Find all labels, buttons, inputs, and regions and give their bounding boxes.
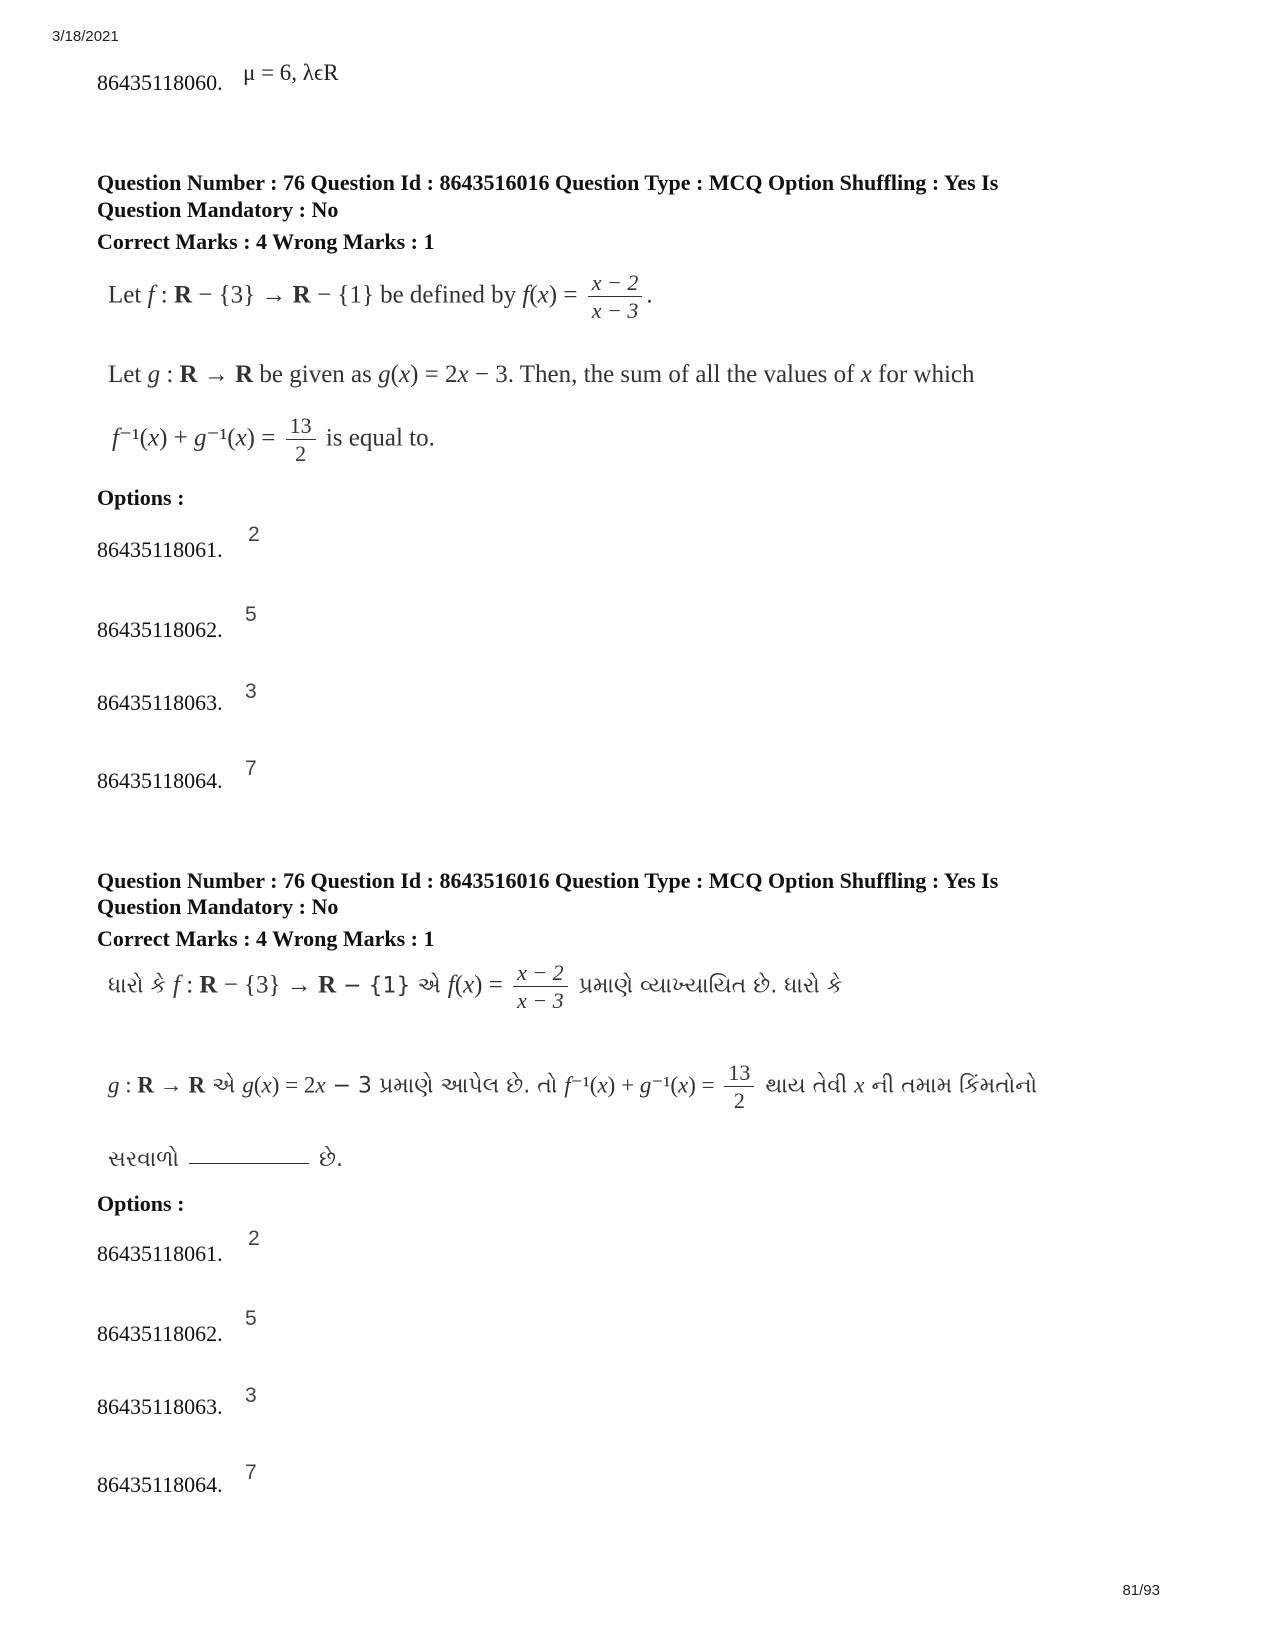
prev-option-value: μ = 6, λϵR: [243, 60, 339, 85]
question-meta-line1: Question Number : 76 Question Id : 8643516016 Question Type : MCQ Option Shuffling : Yes Is: [97, 170, 999, 195]
fraction: $\frac{13}{2}$: [286, 415, 316, 465]
option-value: 2: [248, 523, 260, 546]
question-meta-line2: Question Mandatory : No: [97, 894, 339, 919]
option-value: 5: [245, 1307, 257, 1330]
question-stem-line1: Let f : R − {3} → R − {1} be defined by f(x) = $\frac{x - 2}{x - 3}$ .: [108, 270, 653, 323]
option-number: 86435118064.: [97, 1472, 223, 1497]
question-stem-line3: f⁻¹(x) + g⁻¹(x) = $\frac{13}{2}$ is equal to.: [112, 413, 435, 466]
question-stem-line3: સરવાળો છે.: [108, 1147, 343, 1172]
question-stem-line1: ધારો કે f : R − {3} → R − {1} એ f(x) = $\frac{x - 2}{x - 3}$ પ્રમાણે વ્યાખ્યાયિત છે. ધારો કે: [108, 960, 843, 1013]
answer-blank: [189, 1163, 309, 1164]
question-marks: Correct Marks : 4 Wrong Marks : 1: [97, 229, 435, 254]
page-number: 81/93: [1122, 1582, 1160, 1599]
option-value: 2: [248, 1227, 260, 1250]
question-stem-line2: g : R → R એ g(x) = 2x − 3 પ્રમાણે આપેલ છે. તો f⁻¹(x) + g⁻¹(x) = $\frac{13}{2}$ થાય તેવી x ની તમામ કિંમતોનો: [108, 1060, 1038, 1113]
print-date: 3/18/2021: [52, 28, 119, 45]
options-label: Options :: [97, 1191, 185, 1216]
options-label: Options :: [97, 485, 185, 510]
fraction: $\frac{x - 2}{x - 3}$: [588, 272, 643, 322]
question-meta-line1: Question Number : 76 Question Id : 8643516016 Question Type : MCQ Option Shuffling : Yes Is: [97, 868, 999, 893]
prev-option-number: 86435118060.: [97, 70, 223, 95]
option-number: 86435118061.: [97, 537, 223, 562]
option-value: 3: [245, 680, 257, 703]
fraction: $\frac{13}{2}$: [724, 1062, 754, 1112]
fraction: $\frac{x - 2}{x - 3}$: [513, 962, 568, 1012]
option-value: 3: [245, 1384, 257, 1407]
option-number: 86435118061.: [97, 1241, 223, 1266]
question-marks: Correct Marks : 4 Wrong Marks : 1: [97, 926, 435, 951]
option-value: 7: [245, 757, 257, 780]
option-value: 5: [245, 603, 257, 626]
option-number: 86435118062.: [97, 617, 223, 642]
option-number: 86435118063.: [97, 690, 223, 715]
option-number: 86435118063.: [97, 1394, 223, 1419]
question-stem-line2: Let g : R → R be given as g(x) = 2x − 3. Then, the sum of all the values of x for which: [108, 361, 975, 388]
option-value: 7: [245, 1461, 257, 1484]
option-number: 86435118062.: [97, 1321, 223, 1346]
question-meta-line2: Question Mandatory : No: [97, 197, 339, 222]
option-number: 86435118064.: [97, 768, 223, 793]
